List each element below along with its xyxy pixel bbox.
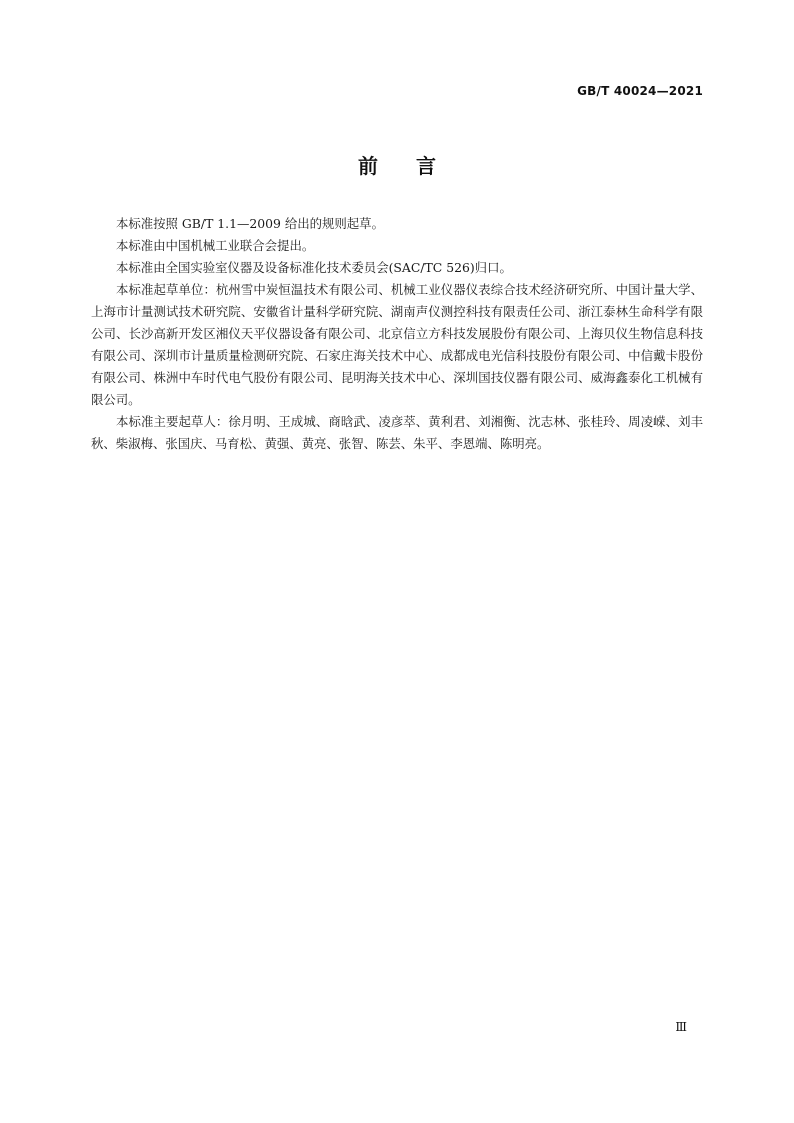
page-title: 前言 (358, 154, 474, 178)
paragraph-drafting-rules: 本标准按照 GB/T 1.1—2009 给出的规则起草。 (116, 216, 384, 231)
standard-code: GB/T 40024—2021 (577, 84, 703, 98)
paragraph-committee: 本标准由全国实验室仪器及设备标准化技术委员会(SAC/TC 526)归口。 (116, 260, 512, 275)
page-number: Ⅲ (675, 1020, 687, 1034)
paragraph-proposer: 本标准由中国机械工业联合会提出。 (116, 238, 315, 253)
paragraph-drafting-units: 本标准起草单位：杭州雪中炭恒温技术有限公司、机械工业仪器仪表综合技术经济研究所、中国计量大学、上海市计量测试技术研究院、安徽省计量科学研究院、湖南声仪测控科技有限责任公司、浙江泰林生命科学有限公司、长沙高新开发区湘仪天平仪器设备有限公司、北京信立方科技发展股份有限公司、上海贝仪生物信息科技有限公司、深圳市计量质量检测研究院、石家庄海关技术中心、成都成电光信科技股份有限公司、中信戴卡股份有限公司、株洲中车时代电气股份有限公司、昆明海关技术中心、深圳国技仪器有限公司、威海鑫泰化工机械有限公司。 (91, 282, 703, 407)
paragraph-drafters: 本标准主要起草人：徐月明、王成城、商晗武、凌彦萃、黄利君、刘湘衡、沈志林、张桂玲、周凌嵘、刘丰秋、柴淑梅、张国庆、马育松、黄强、黄亮、张智、陈芸、朱平、李恩端、陈明亮。 (91, 414, 703, 451)
foreword-body (91, 213, 703, 455)
